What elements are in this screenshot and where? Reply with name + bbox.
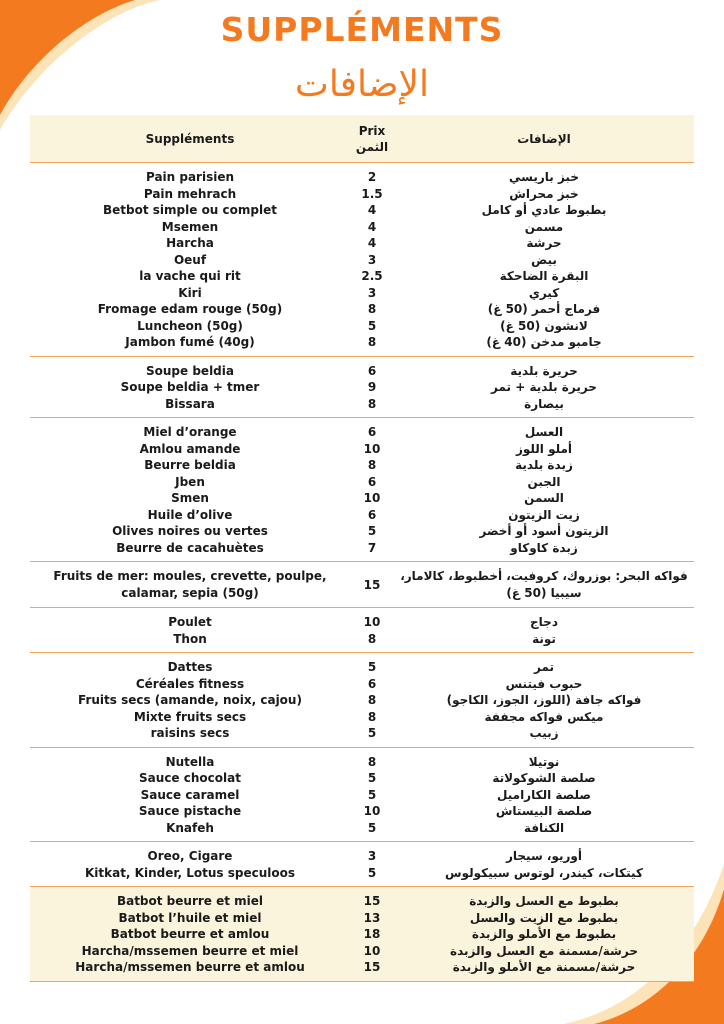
item-name-ar: بطبوط مع العسل والزبدة [469, 894, 619, 909]
item-price: 9 [367, 380, 377, 395]
table-header [30, 115, 694, 163]
header-arabic: الإضافات [517, 131, 571, 146]
table-row [30, 709, 694, 726]
table-row [30, 301, 694, 318]
item-name-ar: فرماج أحمر (50 غ) [487, 302, 601, 317]
item-group [30, 748, 694, 843]
item-name-ar: السمن [524, 491, 564, 506]
item-name-fr: Betbot simple ou complet [103, 203, 277, 218]
item-price: 2 [367, 170, 377, 185]
item-price: 5 [367, 771, 377, 786]
item-name-fr: Sauce pistache [138, 804, 242, 819]
item-name-fr: Pain mehrach [143, 186, 237, 201]
item-price: 15 [363, 960, 381, 975]
item-price: 6 [367, 474, 377, 489]
table-row [30, 614, 694, 631]
item-name-ar: حريرة بلدية + تمر [491, 380, 597, 395]
table-row [30, 676, 694, 693]
item-name-ar: زيت الزيتون [508, 507, 580, 522]
item-price: 6 [367, 425, 377, 440]
table-row [30, 235, 694, 252]
item-price: 10 [363, 943, 381, 958]
item-name-ar: دجاج [530, 615, 558, 630]
page-title-ar: الإضافات [294, 64, 430, 105]
table-row [30, 754, 694, 771]
item-price: 3 [367, 285, 377, 300]
item-name-ar: بيض [531, 252, 557, 267]
item-price: 6 [367, 507, 377, 522]
item-price: 2.5 [361, 269, 383, 284]
table-row [30, 457, 694, 474]
item-name-ar: خبز باريسي [509, 170, 579, 185]
table-body [30, 163, 694, 982]
item-price: 5 [367, 726, 377, 741]
item-price: 5 [367, 318, 377, 333]
item-name-fr: Harcha/mssemen beurre et miel [81, 943, 299, 958]
item-name-fr: Msemen [161, 219, 219, 234]
item-price: 5 [367, 787, 377, 802]
table-row [30, 959, 694, 976]
table-row [30, 490, 694, 507]
item-group [30, 608, 694, 653]
item-name-ar: جامبو مدخن (40 غ) [486, 335, 602, 350]
table-row [30, 318, 694, 335]
table-row [30, 659, 694, 676]
item-name-ar: صلصة الشوكولاتة [492, 771, 596, 786]
item-name-fr: Luncheon (50g) [137, 318, 243, 333]
item-price: 10 [363, 491, 381, 506]
item-name-fr: Jambon fumé (40g) [125, 335, 255, 350]
item-group [30, 842, 694, 887]
item-name-fr: Kitkat, Kinder, Lotus speculoos [84, 865, 296, 880]
item-name-ar: حبوب فيتنس [505, 676, 583, 691]
table-row [30, 568, 694, 602]
item-name-fr: Batbot beurre et amlou [110, 927, 270, 942]
item-name-ar: حريرة بلدية [510, 363, 578, 378]
item-name-ar: بيصارة [524, 396, 564, 411]
item-price: 7 [367, 540, 377, 555]
table-row [30, 631, 694, 648]
item-name-ar: صلصة البيستاش [495, 804, 593, 819]
item-price: 8 [367, 754, 377, 769]
item-name-fr: Poulet [168, 615, 212, 630]
table-row [30, 252, 694, 269]
item-name-fr: Batbot l’huile et miel [118, 910, 262, 925]
item-price: 8 [367, 631, 377, 646]
item-name-fr: Knafeh [166, 820, 214, 835]
item-name-ar: نوتيلا [528, 754, 560, 769]
item-price: 4 [367, 203, 377, 218]
item-group [30, 163, 694, 357]
item-price: 3 [367, 849, 377, 864]
item-price: 6 [367, 676, 377, 691]
table-row [30, 523, 694, 540]
table-row [30, 507, 694, 524]
item-price: 5 [367, 820, 377, 835]
table-row [30, 186, 694, 203]
table-row [30, 787, 694, 804]
item-name-fr: Miel d’orange [143, 425, 237, 440]
item-name-fr: Fruits de mer: moules, crevette, poulpe, calamar, sepia (50g) [53, 569, 327, 600]
table-row [30, 770, 694, 787]
item-name-fr: Céréales fitness [135, 676, 245, 691]
item-name-ar: حرشة/مسمنة مع العسل والزبدة [450, 943, 638, 958]
table-row [30, 169, 694, 186]
table-row [30, 910, 694, 927]
item-name-fr: Kiri [178, 285, 202, 300]
supplements-table [30, 115, 694, 982]
item-price: 5 [367, 865, 377, 880]
table-row [30, 363, 694, 380]
item-price: 5 [367, 524, 377, 539]
item-name-fr: Sauce chocolat [139, 771, 241, 786]
item-name-fr: Olives noires ou vertes [112, 524, 268, 539]
item-price: 10 [363, 804, 381, 819]
item-price: 4 [367, 219, 377, 234]
table-row [30, 334, 694, 351]
item-name-ar: البقرة الضاحكة [499, 269, 589, 284]
item-name-ar: كيري [528, 285, 560, 300]
table-row [30, 893, 694, 910]
item-name-ar: بطبوط مع الزيت والعسل [469, 910, 619, 925]
item-name-ar: الزيتون أسود أو أخضر [479, 524, 609, 539]
item-price: 18 [363, 927, 381, 942]
header-price [350, 123, 394, 155]
item-name-ar: أوريو، سيجار [505, 849, 582, 864]
item-price: 8 [367, 458, 377, 473]
item-price: 6 [367, 363, 377, 378]
table-row [30, 379, 694, 396]
item-name-fr: Beurre de cacahuètes [116, 540, 264, 555]
header-supplements: Suppléments [145, 131, 235, 146]
header-price-fr: Prix [358, 123, 386, 138]
table-row [30, 396, 694, 413]
item-group [30, 562, 694, 608]
item-name-fr: Soupe beldia + tmer [120, 380, 260, 395]
item-price: 13 [363, 910, 381, 925]
item-price: 10 [363, 615, 381, 630]
item-name-fr: Bissara [165, 396, 215, 411]
item-name-fr: Huile d’olive [147, 507, 233, 522]
item-name-ar: الكنافة [523, 820, 565, 835]
table-row [30, 926, 694, 943]
table-row [30, 441, 694, 458]
item-name-ar: ميكس فواكه مجففة [484, 709, 604, 724]
item-name-fr: raisins secs [150, 726, 230, 741]
item-name-ar: مسمن [524, 219, 564, 234]
item-name-ar: خبز محراش [509, 186, 579, 201]
item-name-ar: زبدة كاوكاو [510, 540, 578, 555]
table-row [30, 725, 694, 742]
item-name-fr: Harcha [166, 236, 214, 251]
item-name-ar: تونة [532, 631, 556, 646]
item-name-ar: العسل [524, 425, 564, 440]
item-name-fr: Harcha/mssemen beurre et amlou [75, 960, 305, 975]
item-name-fr: Dattes [167, 660, 213, 675]
item-name-ar: بطبوط عادي أو كامل [481, 203, 607, 218]
item-name-fr: Batbot beurre et miel [116, 894, 264, 909]
item-name-fr: Soupe beldia [146, 363, 234, 378]
page-title-fr: SUPPLÉMENTS [220, 10, 504, 49]
item-name-fr: Fromage edam rouge (50g) [97, 302, 283, 317]
item-name-ar: تمر [533, 660, 554, 675]
item-name-fr: Thon [173, 631, 207, 646]
item-name-ar: الجبن [527, 474, 561, 489]
item-price: 15 [363, 577, 381, 592]
table-row [30, 848, 694, 865]
table-row [30, 424, 694, 441]
table-row [30, 865, 694, 882]
table-row [30, 692, 694, 709]
item-name-ar: فواكه جافة (اللوز، الجوز، الكاجو) [446, 693, 642, 708]
table-row [30, 540, 694, 557]
item-price: 15 [363, 894, 381, 909]
item-group [30, 653, 694, 748]
item-name-fr: Oeuf [173, 252, 207, 267]
item-price: 8 [367, 693, 377, 708]
table-row [30, 820, 694, 837]
item-name-fr: Sauce caramel [140, 787, 240, 802]
item-name-ar: كيتكات، كيندر، لوتوس سبيكولوس [445, 865, 643, 880]
item-price: 3 [367, 252, 377, 267]
item-name-ar: زبدة بلدية [515, 458, 573, 473]
table-row [30, 219, 694, 236]
table-row [30, 803, 694, 820]
item-name-fr: Fruits secs (amande, noix, cajou) [78, 693, 302, 708]
item-group [30, 357, 694, 419]
table-row [30, 202, 694, 219]
item-price: 8 [367, 335, 377, 350]
item-price: 8 [367, 709, 377, 724]
item-name-ar: بطبوط مع الأملو والزبدة [471, 927, 617, 942]
item-name-fr: Smen [171, 491, 209, 506]
item-name-fr: Amlou amande [139, 441, 241, 456]
item-name-ar: صلصة الكاراميل [497, 787, 591, 802]
item-name-ar: زبيب [529, 726, 559, 741]
item-price: 8 [367, 396, 377, 411]
item-name-ar: حرشة/مسمنة مع الأملو والزبدة [452, 960, 636, 975]
item-name-ar: أملو اللوز [515, 441, 573, 456]
item-name-fr: la vache qui rit [139, 269, 241, 284]
item-name-fr: Oreo, Cigare [147, 849, 233, 864]
item-group [30, 418, 694, 562]
table-row [30, 268, 694, 285]
item-name-fr: Pain parisien [145, 170, 235, 185]
table-row [30, 285, 694, 302]
item-price: 5 [367, 660, 377, 675]
item-price: 1.5 [361, 186, 383, 201]
header-price-ar: الثمن [355, 139, 389, 154]
table-row [30, 474, 694, 491]
item-group [30, 887, 694, 982]
item-name-fr: Beurre beldia [144, 458, 236, 473]
item-name-fr: Jben [175, 474, 205, 489]
item-price: 10 [363, 441, 381, 456]
item-name-ar: لانشون (50 غ) [500, 318, 588, 333]
item-name-fr: Nutella [165, 754, 215, 769]
item-price: 8 [367, 302, 377, 317]
item-name-ar: حرشة [526, 236, 562, 251]
item-name-ar: فواكه البحر: بوزروك، كروفيت، أخطبوط، كالامار، سيبيا (50 غ) [400, 569, 688, 600]
table-row [30, 943, 694, 960]
item-price: 4 [367, 236, 377, 251]
item-name-fr: Mixte fruits secs [133, 709, 247, 724]
